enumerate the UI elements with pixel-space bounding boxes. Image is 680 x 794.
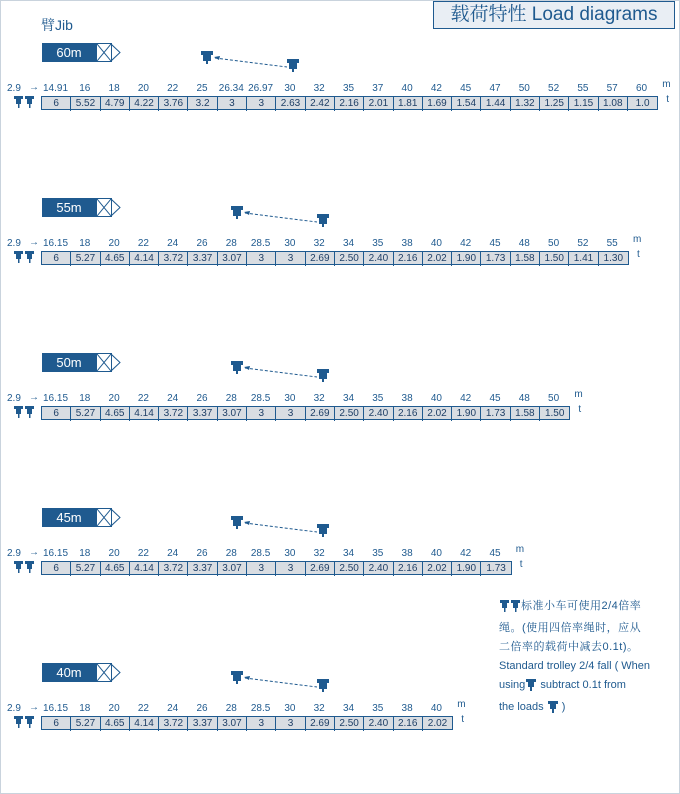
load-value: 2.16 [394,717,423,731]
radius-value: 30 [284,703,296,714]
radius-value: 45 [489,238,501,249]
hook-block-icon [13,560,35,578]
radius-value: 25 [196,83,208,94]
radius-unit: m [574,389,583,400]
load-value: 2.63 [276,97,305,111]
radius-value: 34 [342,238,355,249]
radius-value: 18 [79,703,91,714]
jib-tip-icon [96,663,112,682]
jib-length-badge: 60m [42,43,96,62]
load-value: 3 [247,562,276,576]
radius-value: 16.15 [42,703,69,714]
hook-block-icon [499,600,521,619]
radius-value: 28.5 [250,703,271,714]
radius-value: 32 [313,548,325,559]
radius-value: 42 [430,83,442,94]
load-value: 6 [42,562,71,576]
jib-length-badge: 45m [42,508,96,527]
load-value: 4.14 [130,562,159,576]
load-value: 2.69 [306,252,335,266]
radius-value: 20 [137,83,149,94]
jib-end-triangle-icon [111,43,121,67]
load-value: 4.79 [101,97,130,111]
radius-value: 28 [225,548,237,559]
radius-value: 16.15 [42,238,69,249]
radius-value: 16 [79,83,91,94]
right-arrow-icon: → [29,237,39,248]
load-value: 4.65 [101,562,130,576]
note-zh-text1: 标准小车可使用2/4倍率 [521,600,642,612]
load-value: 4.65 [101,252,130,266]
note-en-line2 [499,676,659,698]
radius-value: 42 [460,238,472,249]
load-value: 2.50 [335,407,364,421]
radius-value: 26.97 [248,83,274,94]
load-section-50m [1,353,680,473]
load-value: 1.73 [481,252,510,266]
start-radius-label: 2.9 [7,548,21,559]
radius-value: 28 [225,703,237,714]
jib-end-triangle-icon [111,353,121,377]
radius-value: 42 [460,393,472,404]
radius-value: 40 [430,238,442,249]
load-value: 1.73 [481,407,510,421]
radius-value: 18 [79,393,91,404]
radius-value: 60 [635,83,648,94]
radius-value: 24 [167,703,179,714]
jib-end-triangle-icon [111,663,121,687]
load-value: 2.40 [364,252,393,266]
radius-value: 24 [167,548,179,559]
jib-length-badge: 50m [42,353,96,372]
load-value: 3 [247,97,276,111]
radius-value: 40 [430,393,442,404]
radius-unit: m [515,544,525,555]
load-value: 6 [42,97,71,111]
radius-value: 35 [372,393,384,404]
load-value: 3 [276,407,305,421]
radius-value: 28.5 [250,238,271,249]
load-value: 2.16 [394,252,423,266]
radius-value: 32 [313,83,325,94]
load-value: 5.27 [71,407,100,421]
load-value: 2.42 [306,97,335,111]
load-value: 5.27 [71,717,100,731]
radius-value: 32 [313,238,325,249]
radius-value: 16.15 [42,393,69,404]
radius-value: 42 [460,548,472,559]
radius-value: 28 [225,238,237,249]
load-value: 4.65 [101,407,130,421]
radius-value: 32 [313,703,325,714]
load-value: 3.37 [188,717,217,731]
load-value: 2.16 [394,407,423,421]
load-value: 2.16 [394,562,423,576]
radius-unit: m [457,699,466,710]
load-unit: t [461,714,464,725]
radius-value: 52 [548,83,560,94]
radius-value: 20 [108,238,120,249]
radius-value: 20 [108,548,120,559]
radius-value: 32 [313,393,325,404]
load-value: 4.22 [130,97,159,111]
start-radius-label: 2.9 [7,703,21,714]
jib-tip-icon [96,353,112,372]
start-radius-label: 2.9 [7,393,21,404]
load-section-55m [1,198,680,318]
radius-value: 20 [108,703,120,714]
load-value: 2.40 [364,407,393,421]
jib-length-badge: 40m [42,663,96,682]
radius-value: 26 [196,548,208,559]
load-value: 1.41 [569,252,598,266]
right-arrow-icon: → [29,702,39,713]
load-value: 1.25 [540,97,569,111]
jib-tip-icon [96,43,112,62]
page-title: 载荷特性 Load diagrams [433,1,675,29]
load-value: 4.14 [130,717,159,731]
right-arrow-icon: → [29,82,39,93]
note-en-line3 [499,698,659,720]
load-value: 2.50 [335,717,364,731]
radius-value: 45 [489,548,501,559]
load-value: 3 [218,97,247,111]
radius-value: 48 [518,393,530,404]
load-value: 1.90 [452,252,481,266]
load-value: 4.14 [130,407,159,421]
radius-value: 38 [401,703,413,714]
hook-block-icon [13,405,35,423]
radius-value: 57 [606,83,618,94]
load-value: 3.37 [188,407,217,421]
radius-value: 22 [137,393,149,404]
note-zh-line2: 绳。(使用四倍率绳时，应从 [499,622,642,634]
load-value: 1.50 [544,408,565,419]
radius-unit: m [633,234,642,245]
radius-value: 50 [518,83,530,94]
radius-value: 35 [372,238,384,249]
trolley-travel-icon [231,361,331,390]
radius-value: 50 [548,393,560,404]
radius-value: 18 [79,238,91,249]
radius-value: 40 [401,83,413,94]
radius-value: 22 [137,548,149,559]
load-value: 2.50 [335,252,364,266]
load-row [41,716,453,730]
load-value: 2.69 [306,717,335,731]
load-value: 2.01 [364,97,393,111]
jib-end-triangle-icon [111,508,121,532]
load-value: 3.07 [218,717,247,731]
radius-value: 38 [401,548,413,559]
load-value: 4.14 [130,252,159,266]
load-value: 1.32 [511,97,540,111]
jib-length-badge: 55m [42,198,96,217]
load-value: 3.72 [159,562,188,576]
load-value: 2.69 [306,562,335,576]
trolley-travel-icon [201,51,301,80]
load-section-60m [1,43,680,163]
radius-value: 37 [372,83,384,94]
load-value: 3.2 [188,97,217,111]
note-en-subtract: subtract 0.1t from [540,679,626,691]
load-value: 3.07 [218,252,247,266]
load-value: 2.02 [423,407,452,421]
right-arrow-icon: → [29,547,39,558]
load-value: 1.69 [423,97,452,111]
load-value: 5.52 [71,97,100,111]
load-value: 2.02 [423,252,452,266]
load-value: 1.90 [452,562,481,576]
radius-value: 34 [342,393,355,404]
radius-value: 45 [489,393,501,404]
hook-block-icon [13,250,35,268]
hook-block-icon [13,715,35,733]
radius-value: 24 [167,393,179,404]
radius-value: 28 [225,393,237,404]
note-zh-line1 [499,597,659,619]
radius-value: 18 [79,548,91,559]
load-value: 2.40 [364,562,393,576]
radius-value: 38 [401,238,413,249]
radius-value: 35 [342,83,355,94]
load-value: 1.0 [635,98,650,109]
start-radius-label: 2.9 [7,83,21,94]
load-unit: t [519,559,523,570]
trolley-travel-icon [231,516,331,545]
load-value: 1.50 [540,252,569,266]
load-value: 1.90 [452,407,481,421]
load-value: 3.72 [159,252,188,266]
load-row [41,561,512,575]
radius-value: 26 [196,703,208,714]
load-row [41,406,570,420]
radius-value: 52 [577,238,589,249]
note-en-loads: the loads [499,701,544,713]
load-value: 3 [247,252,276,266]
radius-value: 24 [167,238,179,249]
load-value: 3.07 [218,562,247,576]
radius-value: 22 [137,238,149,249]
radius-unit: m [662,79,671,90]
radius-value: 55 [577,83,589,94]
trolley-travel-icon [231,671,331,700]
radius-value: 45 [460,83,472,94]
radius-value: 40 [430,703,442,714]
radius-value: 34 [342,548,355,559]
radius-value: 48 [518,238,530,249]
radius-value: 26 [196,393,208,404]
load-row [41,251,629,265]
radius-value: 16.15 [42,548,69,559]
load-value: 3.72 [159,407,188,421]
load-value: 2.50 [335,562,364,576]
load-value: 1.44 [481,97,510,111]
jib-tip-icon [96,508,112,527]
radius-value: 35 [372,548,384,559]
load-value: 3.76 [159,97,188,111]
radius-value: 28.5 [250,548,271,559]
start-radius-label: 2.9 [7,238,21,249]
load-value: 3 [276,562,305,576]
load-value: 1.54 [452,97,481,111]
radius-value: 22 [167,83,179,94]
radius-value: 18 [108,83,120,94]
load-value: 3.37 [188,562,217,576]
radius-value: 28.5 [250,393,271,404]
radius-value: 40 [430,548,442,559]
note-en-using: using [499,679,526,691]
load-unit: t [578,404,582,415]
note-en-close: ) [561,701,566,713]
radius-value: 22 [137,703,149,714]
load-row [41,96,658,110]
right-arrow-icon: → [29,392,39,403]
note-zh-line3: 二倍率的载荷中减去0.1t)。 [499,641,639,653]
hook-block-icon [13,95,35,113]
radius-value: 20 [108,393,120,404]
load-value: 1.58 [511,252,540,266]
load-value: 3 [247,717,276,731]
load-unit: t [637,249,640,260]
load-unit: t [666,94,670,105]
load-value: 1.30 [603,253,624,264]
load-value: 6 [42,407,71,421]
radius-value: 30 [284,548,296,559]
load-value: 1.58 [511,407,540,421]
radius-value: 55 [606,238,618,249]
jib-label: 臂Jib [41,17,73,33]
load-value: 3 [247,407,276,421]
load-value: 1.81 [394,97,423,111]
jib-tip-icon [96,198,112,217]
load-value: 2.02 [427,718,448,729]
load-value: 1.08 [599,97,628,111]
radius-value: 14.91 [42,83,69,94]
trolley-travel-icon [231,206,331,235]
load-value: 3 [276,717,305,731]
load-value: 2.69 [306,407,335,421]
radius-value: 26.34 [218,83,244,94]
radius-value: 30 [284,393,296,404]
load-value: 2.02 [423,562,452,576]
radius-value: 30 [284,238,296,249]
load-value: 1.73 [486,563,506,574]
radius-value: 30 [284,83,296,94]
load-value: 5.27 [71,252,100,266]
radius-value: 26 [196,238,208,249]
load-value: 6 [42,252,71,266]
hook-block-icon [547,701,559,720]
radius-value: 35 [372,703,384,714]
load-value: 4.65 [101,717,130,731]
radius-value: 47 [489,83,501,94]
note-en-line1: Standard trolley 2/4 fall ( When [499,660,651,672]
radius-value: 34 [342,703,355,714]
hook-block-icon [525,679,537,698]
load-value: 2.16 [335,97,364,111]
radius-value: 38 [401,393,413,404]
trolley-note [499,597,659,720]
load-value: 3.37 [188,252,217,266]
load-value: 3.72 [159,717,188,731]
jib-end-triangle-icon [111,198,121,222]
radius-value: 50 [548,238,560,249]
load-value: 3 [276,252,305,266]
load-value: 2.40 [364,717,393,731]
load-value: 1.15 [569,97,598,111]
load-value: 5.27 [71,562,100,576]
load-value: 6 [42,717,71,731]
load-value: 3.07 [218,407,247,421]
